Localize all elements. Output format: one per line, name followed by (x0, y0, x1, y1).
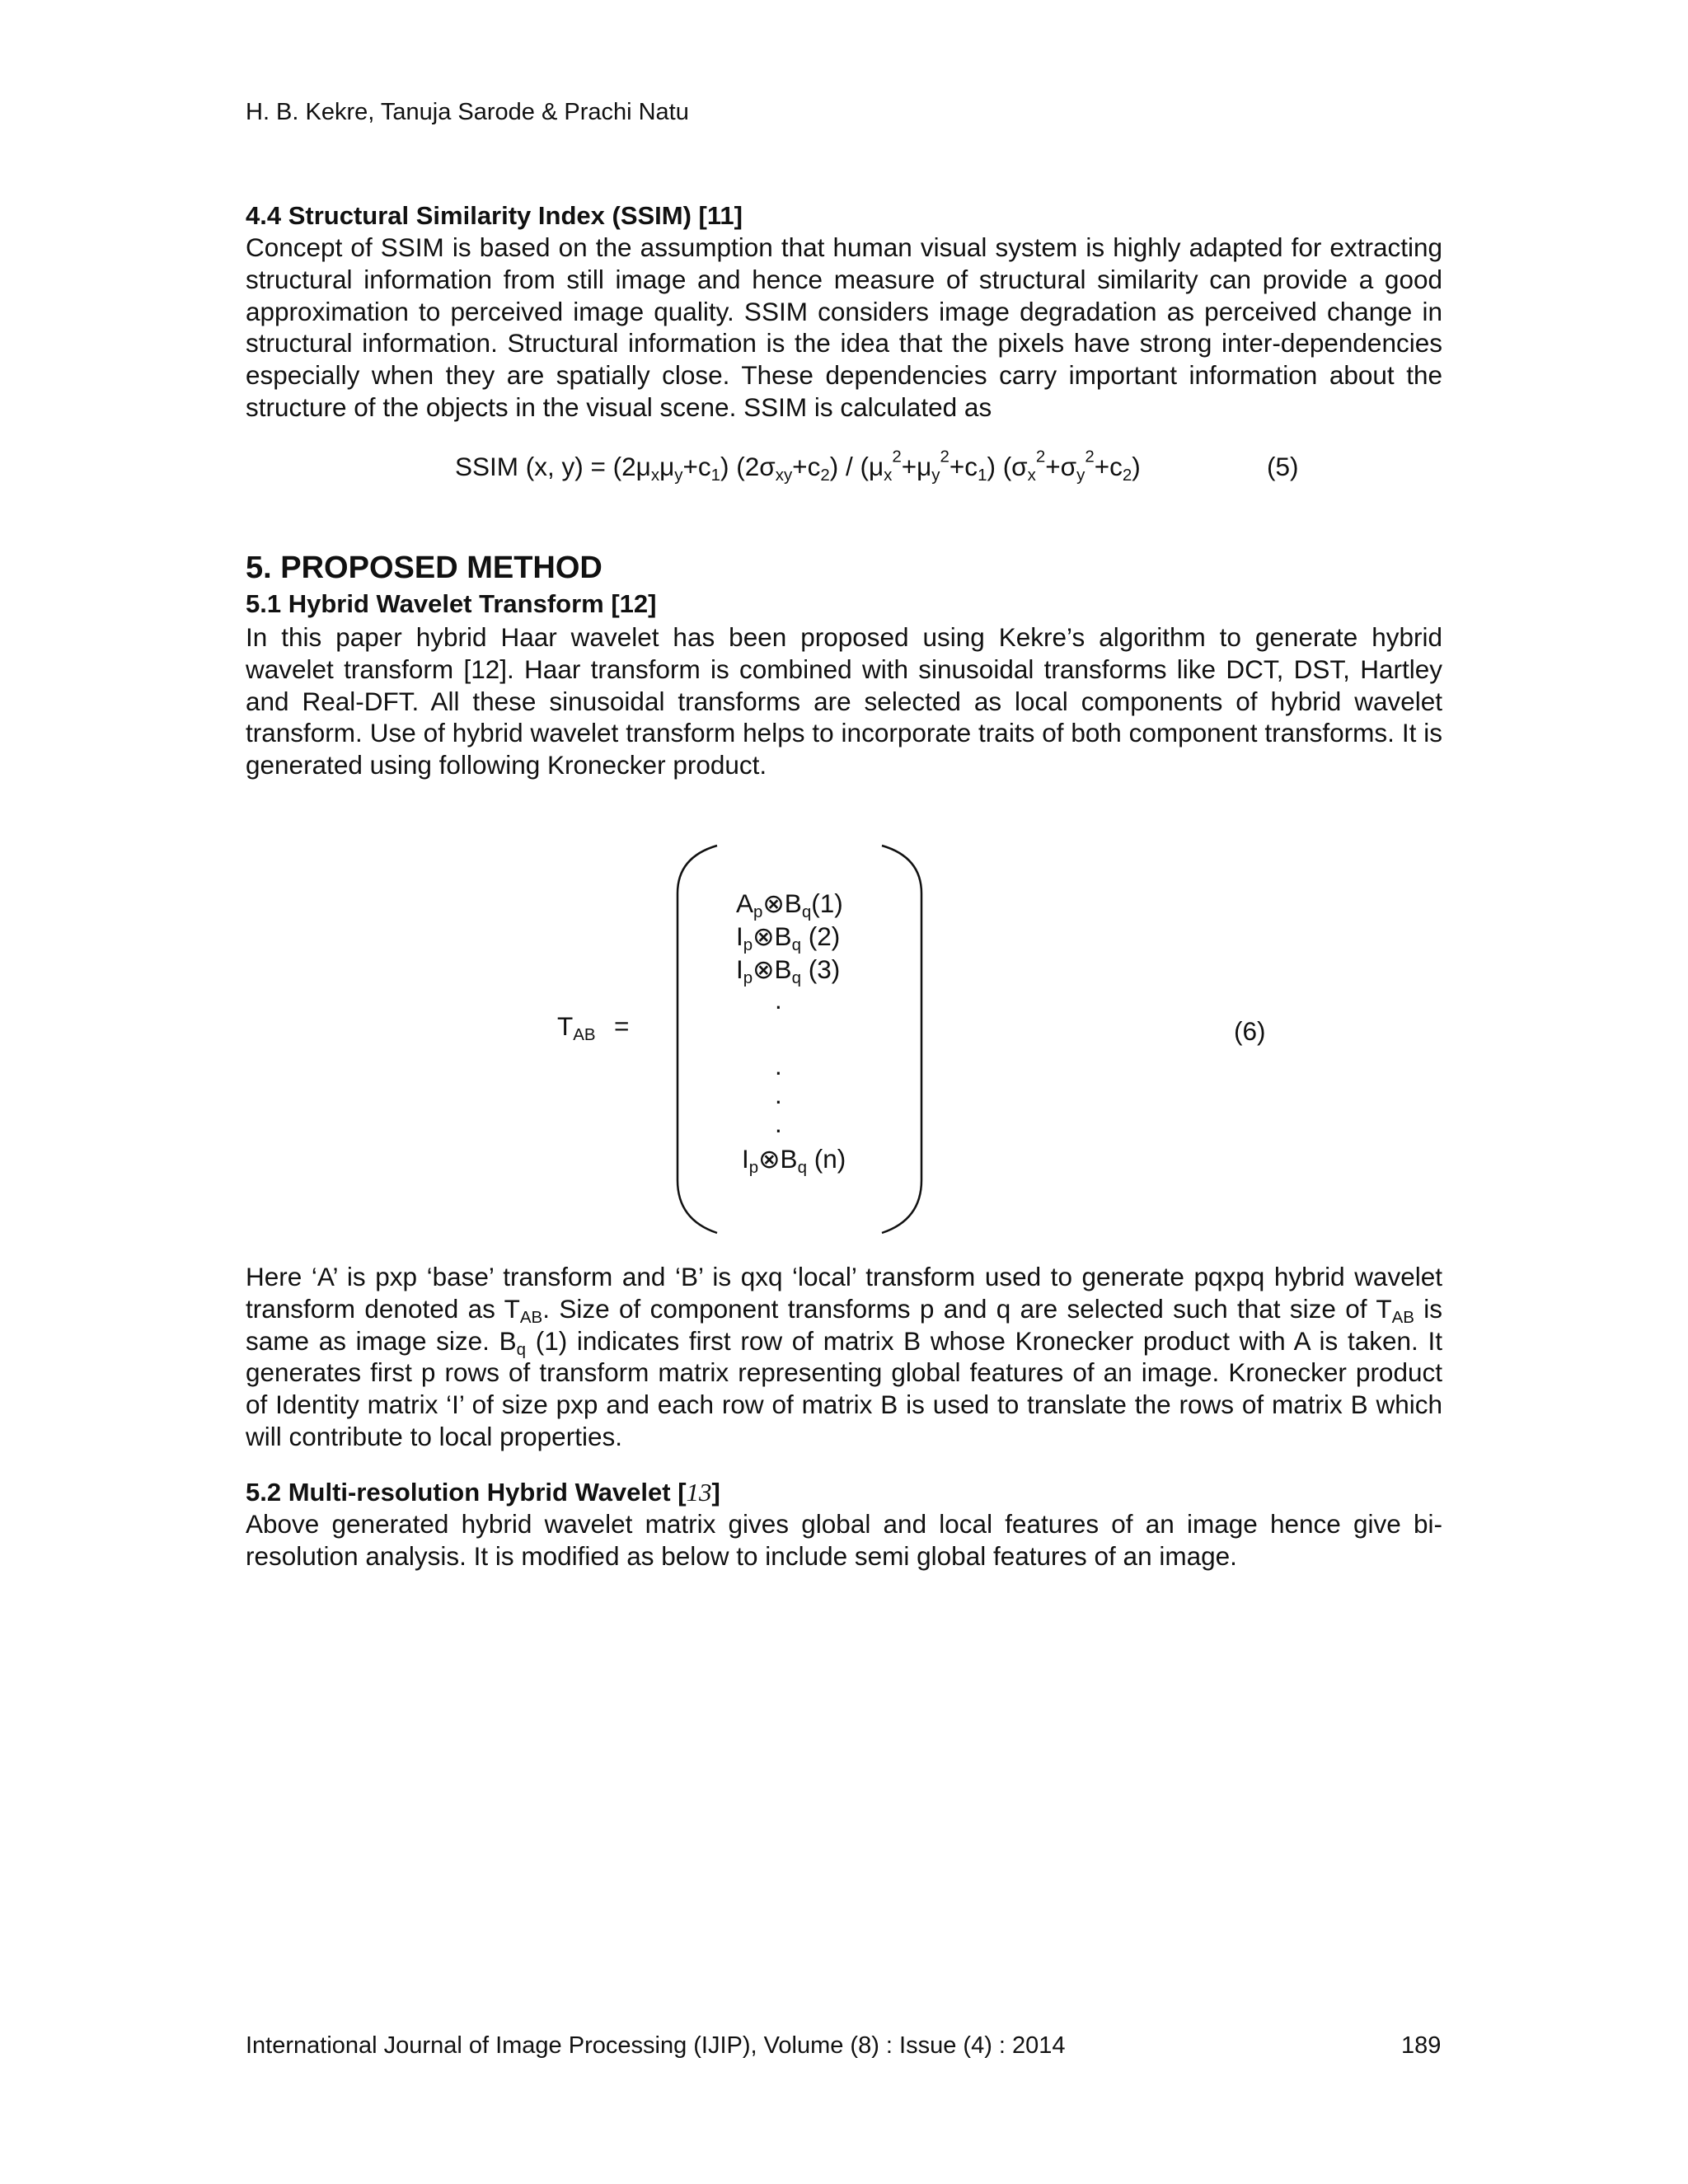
right-bracket (882, 846, 921, 1233)
equals-sign: = (614, 1011, 630, 1041)
ssim-equation-lhs: SSIM (x, y) = (455, 452, 613, 481)
matrix-row-1: $A_p\otimes B_q(1)$ (736, 888, 843, 922)
section-5-2-heading (246, 1478, 720, 1507)
matrix-lhs: $T_{AB}$ (557, 1011, 596, 1045)
section-5-2-ref: 13 (686, 1478, 712, 1507)
section-4-4-body: Concept of SSIM is based on the assumption that human visual system is highly adapted for extracting structural information from still image and hence measure of structural similarity can provide a good approximation to perceived image quality. SSIM considers image degradation as perceived change in structural information. Structural information is the idea that the pixels have strong inter-dependencies especially when they are spatially close. These dependencies carry important information about the structure of the objects in the visual scene. SSIM is calculated as (246, 232, 1442, 422)
vertical-dot: . (775, 1108, 782, 1138)
section-5-2-body: Above generated hybrid wavelet matrix gives global and local features of an image hence give bi-resolution analysis. It is modified as below to include semi global features of an image. (246, 1509, 1442, 1571)
section-5-2-heading-text: 5.2 Multi-resolution Hybrid Wavelet [ (246, 1478, 687, 1507)
left-bracket (678, 846, 717, 1233)
section-5-2-bracket: ] (711, 1478, 720, 1507)
section-5-1-heading: 5.1 Hybrid Wavelet Transform [12] (246, 589, 657, 618)
explanation-text: Here ‘A’ is pxp ‘base’ transform and ‘B’ is qxq ‘local’ transform used to generate pqxpq hybrid wavelet transform denoted as (246, 1262, 1442, 1324)
explanation-text: . Size of component transforms p and q are selected such that size of (542, 1293, 1376, 1324)
vertical-dot: . (775, 1051, 782, 1080)
matrix-explanation-paragraph: Here ‘A’ is pxp ‘base’ transform and ‘B’ is qxq ‘local’ transform used to generate pqxpq hybrid wavelet transform denoted as $T_{AB}$. Size of component transforms p and q are selected such that size of $T_{AB}$ is same as image size. $B_q$ (1) indicates first row of matrix B whose Kronecker product with A is taken. It generates first p rows of transform matrix representing global features of an image. Kronecker product of Identity matrix ‘I’ of size pxp and each row of matrix B is used to translate the rows of matrix B which will contribute to local properties. (246, 1262, 1443, 1451)
ssim-equation: SSIM (x, $y) = (2\mu_x\mu_y+c_1)$ $(2\sigma_{xy}+c_2) / (\mu_x^2+\mu_y^2+c_1)$ $(\sigma_x^2+\sigma_y^2+c_2)$ (455, 447, 1141, 485)
explanation-text: (1) indicates first row of matrix B whose Kronecker product with A is taken. It generates first p rows of transform matrix representing global features of an image. Kronecker product of Identity matrix ‘I’ of size pxp and each row of matrix B is used to translate the rows of matrix B which will contribute to local properties. (246, 1325, 1442, 1451)
running-header: H. B. Kekre, Tanuja Sarode & Prachi Natu (246, 99, 689, 125)
vertical-dot: . (775, 1080, 782, 1109)
section-4-4-heading: 4.4 Structural Similarity Index (SSIM) [11] (246, 201, 743, 230)
equation-5-number: (5) (1267, 452, 1299, 481)
explanation-text: is same as image size. (246, 1293, 1443, 1356)
equation-6-number: (6) (1234, 1016, 1266, 1046)
section-5-1-body: In this paper hybrid Haar wavelet has been proposed using Kekre’s algorithm to generate hybrid wavelet transform [12]. Haar transform is combined with sinusoidal transforms like DCT, DST, Hartley and Real-DFT. All these sinusoidal transforms are selected as local components of hybrid wavelet transform. Use of hybrid wavelet transform helps to incorporate traits of both component transforms. It is generated using following Kronecker product. (246, 622, 1442, 780)
matrix-row-2: $I_p\otimes B_q$ (2) (736, 921, 841, 955)
matrix-row-3: $I_p\otimes B_q$ (3) (736, 954, 841, 988)
footer-journal: International Journal of Image Processing (IJIP), Volume (8) : Issue (4) : 2014 (246, 2032, 1066, 2059)
vertical-dot: . (775, 985, 782, 1015)
page-number: 189 (1401, 2032, 1442, 2059)
section-5-heading: 5. PROPOSED METHOD (246, 551, 603, 585)
matrix-row-n: $I_p\otimes B_q$ (n) (742, 1144, 846, 1178)
